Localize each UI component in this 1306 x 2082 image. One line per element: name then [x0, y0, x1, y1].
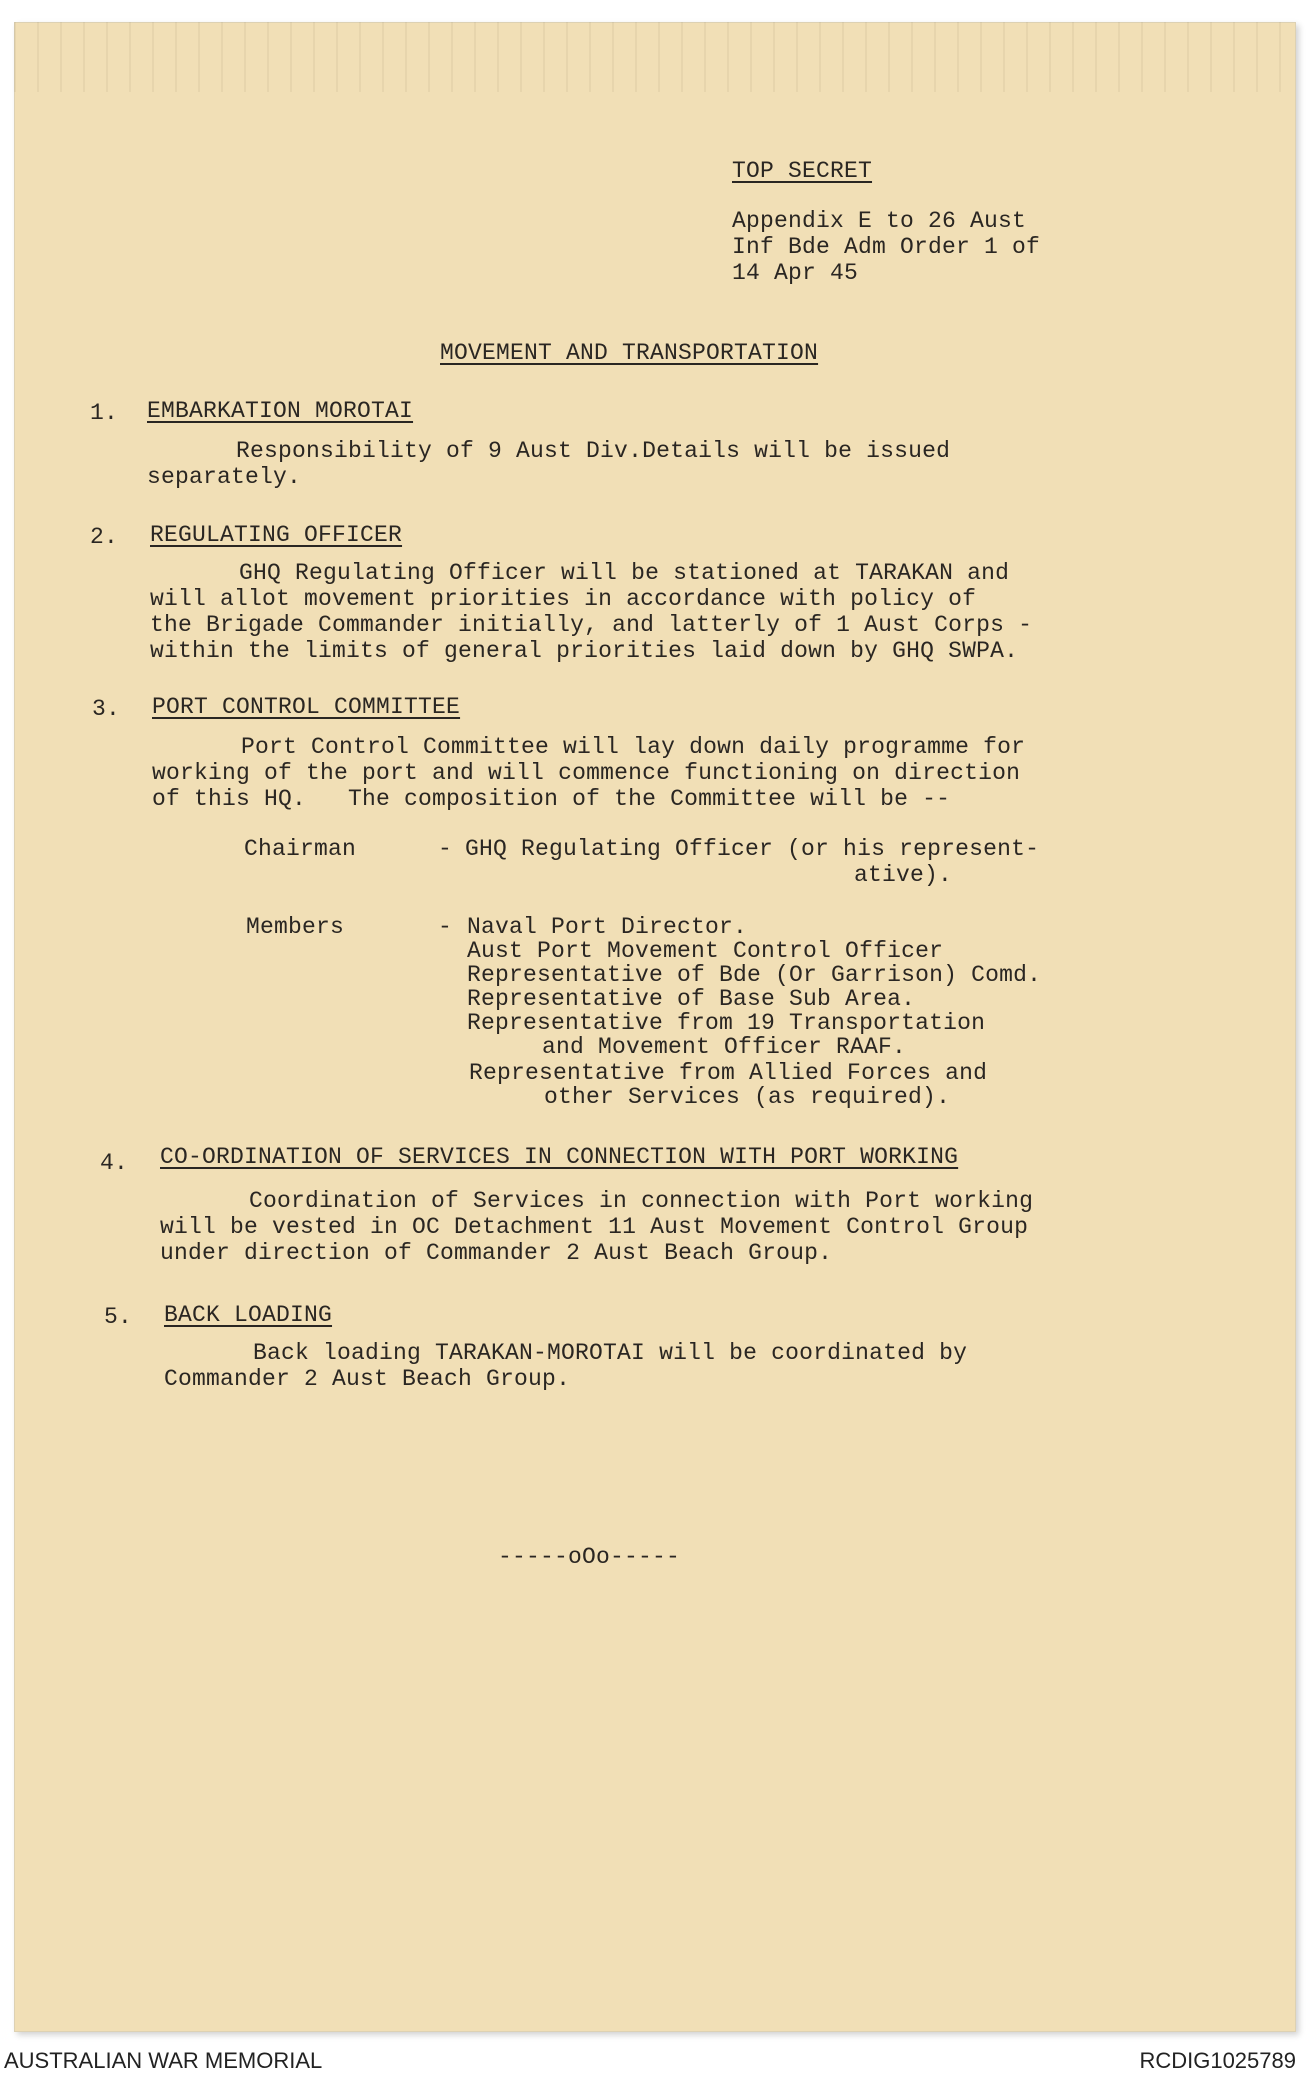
section-3-line-2: working of the port and will commence functioning on direction: [152, 760, 1021, 786]
members-dash: -: [438, 914, 453, 940]
footer-archive-name: AUSTRALIAN WAR MEMORIAL: [4, 2048, 323, 2073]
section-2-line-3: the Brigade Commander initially, and latterly of 1 Aust Corps -: [150, 612, 1033, 638]
document-page: [14, 22, 1296, 2032]
section-3-line-3: of this HQ. The composition of the Committee will be --: [152, 786, 951, 812]
member-line-3: Representative of Bde (Or Garrison) Comd.: [467, 962, 1042, 988]
member-line-4: Representative of Base Sub Area.: [467, 986, 916, 1012]
section-4-line-1: Coordination of Services in connection with Port working: [249, 1188, 1034, 1214]
section-4-line-2: will be vested in OC Detachment 11 Aust Movement Control Group: [160, 1214, 1029, 1240]
section-5-line-2: Commander 2 Aust Beach Group.: [164, 1366, 571, 1392]
member-line-6: and Movement Officer RAAF.: [542, 1034, 907, 1060]
appendix-line-2: Inf Bde Adm Order 1 of: [732, 234, 1041, 260]
member-line-2: Aust Port Movement Control Officer: [467, 938, 944, 964]
section-2-line-1: GHQ Regulating Officer will be stationed at TARAKAN and: [239, 560, 1010, 586]
member-line-8: other Services (as required).: [544, 1084, 951, 1110]
section-3-number: 3.: [92, 696, 121, 722]
section-2-line-2: will allot movement priorities in accordance with policy of: [150, 586, 977, 612]
section-3-heading: PORT CONTROL COMMITTEE: [152, 694, 461, 720]
section-4-heading: CO-ORDINATION OF SERVICES IN CONNECTION WITH PORT WORKING: [160, 1144, 959, 1170]
section-5-number: 5.: [104, 1304, 133, 1330]
member-line-5: Representative from 19 Transportation: [467, 1010, 986, 1036]
classification-heading: TOP SECRET: [732, 158, 873, 184]
section-1-line-2: separately.: [147, 464, 302, 490]
section-2-number: 2.: [90, 524, 119, 550]
section-1-line-1: Responsibility of 9 Aust Div.Details will be issued: [236, 438, 951, 464]
section-5-heading: BACK LOADING: [164, 1302, 333, 1328]
chairman-line-2: ative).: [854, 862, 953, 888]
end-mark: -----oOo-----: [498, 1544, 681, 1570]
member-line-1: Naval Port Director.: [467, 914, 748, 940]
chairman-line-1: GHQ Regulating Officer (or his represent-: [465, 836, 1040, 862]
section-4-line-3: under direction of Commander 2 Aust Beach Group.: [160, 1240, 833, 1266]
chairman-dash: -: [438, 836, 453, 862]
section-1-heading: EMBARKATION MOROTAI: [147, 398, 414, 424]
section-1-number: 1.: [90, 400, 119, 426]
chairman-label: Chairman: [244, 836, 357, 862]
section-3-line-1: Port Control Committee will lay down daily programme for: [241, 734, 1026, 760]
section-4-number: 4.: [100, 1150, 129, 1176]
document-title: MOVEMENT AND TRANSPORTATION: [440, 340, 819, 366]
appendix-line-1: Appendix E to 26 Aust: [732, 208, 1027, 234]
section-2-line-4: within the limits of general priorities laid down by GHQ SWPA.: [150, 638, 1019, 664]
member-line-7: Representative from Allied Forces and: [469, 1060, 988, 1086]
footer-record-id: RCDIG1025789: [1139, 2048, 1296, 2073]
appendix-line-3: 14 Apr 45: [732, 260, 859, 286]
section-2-heading: REGULATING OFFICER: [150, 522, 403, 548]
members-label: Members: [246, 914, 345, 940]
section-5-line-1: Back loading TARAKAN-MOROTAI will be coordinated by: [253, 1340, 968, 1366]
